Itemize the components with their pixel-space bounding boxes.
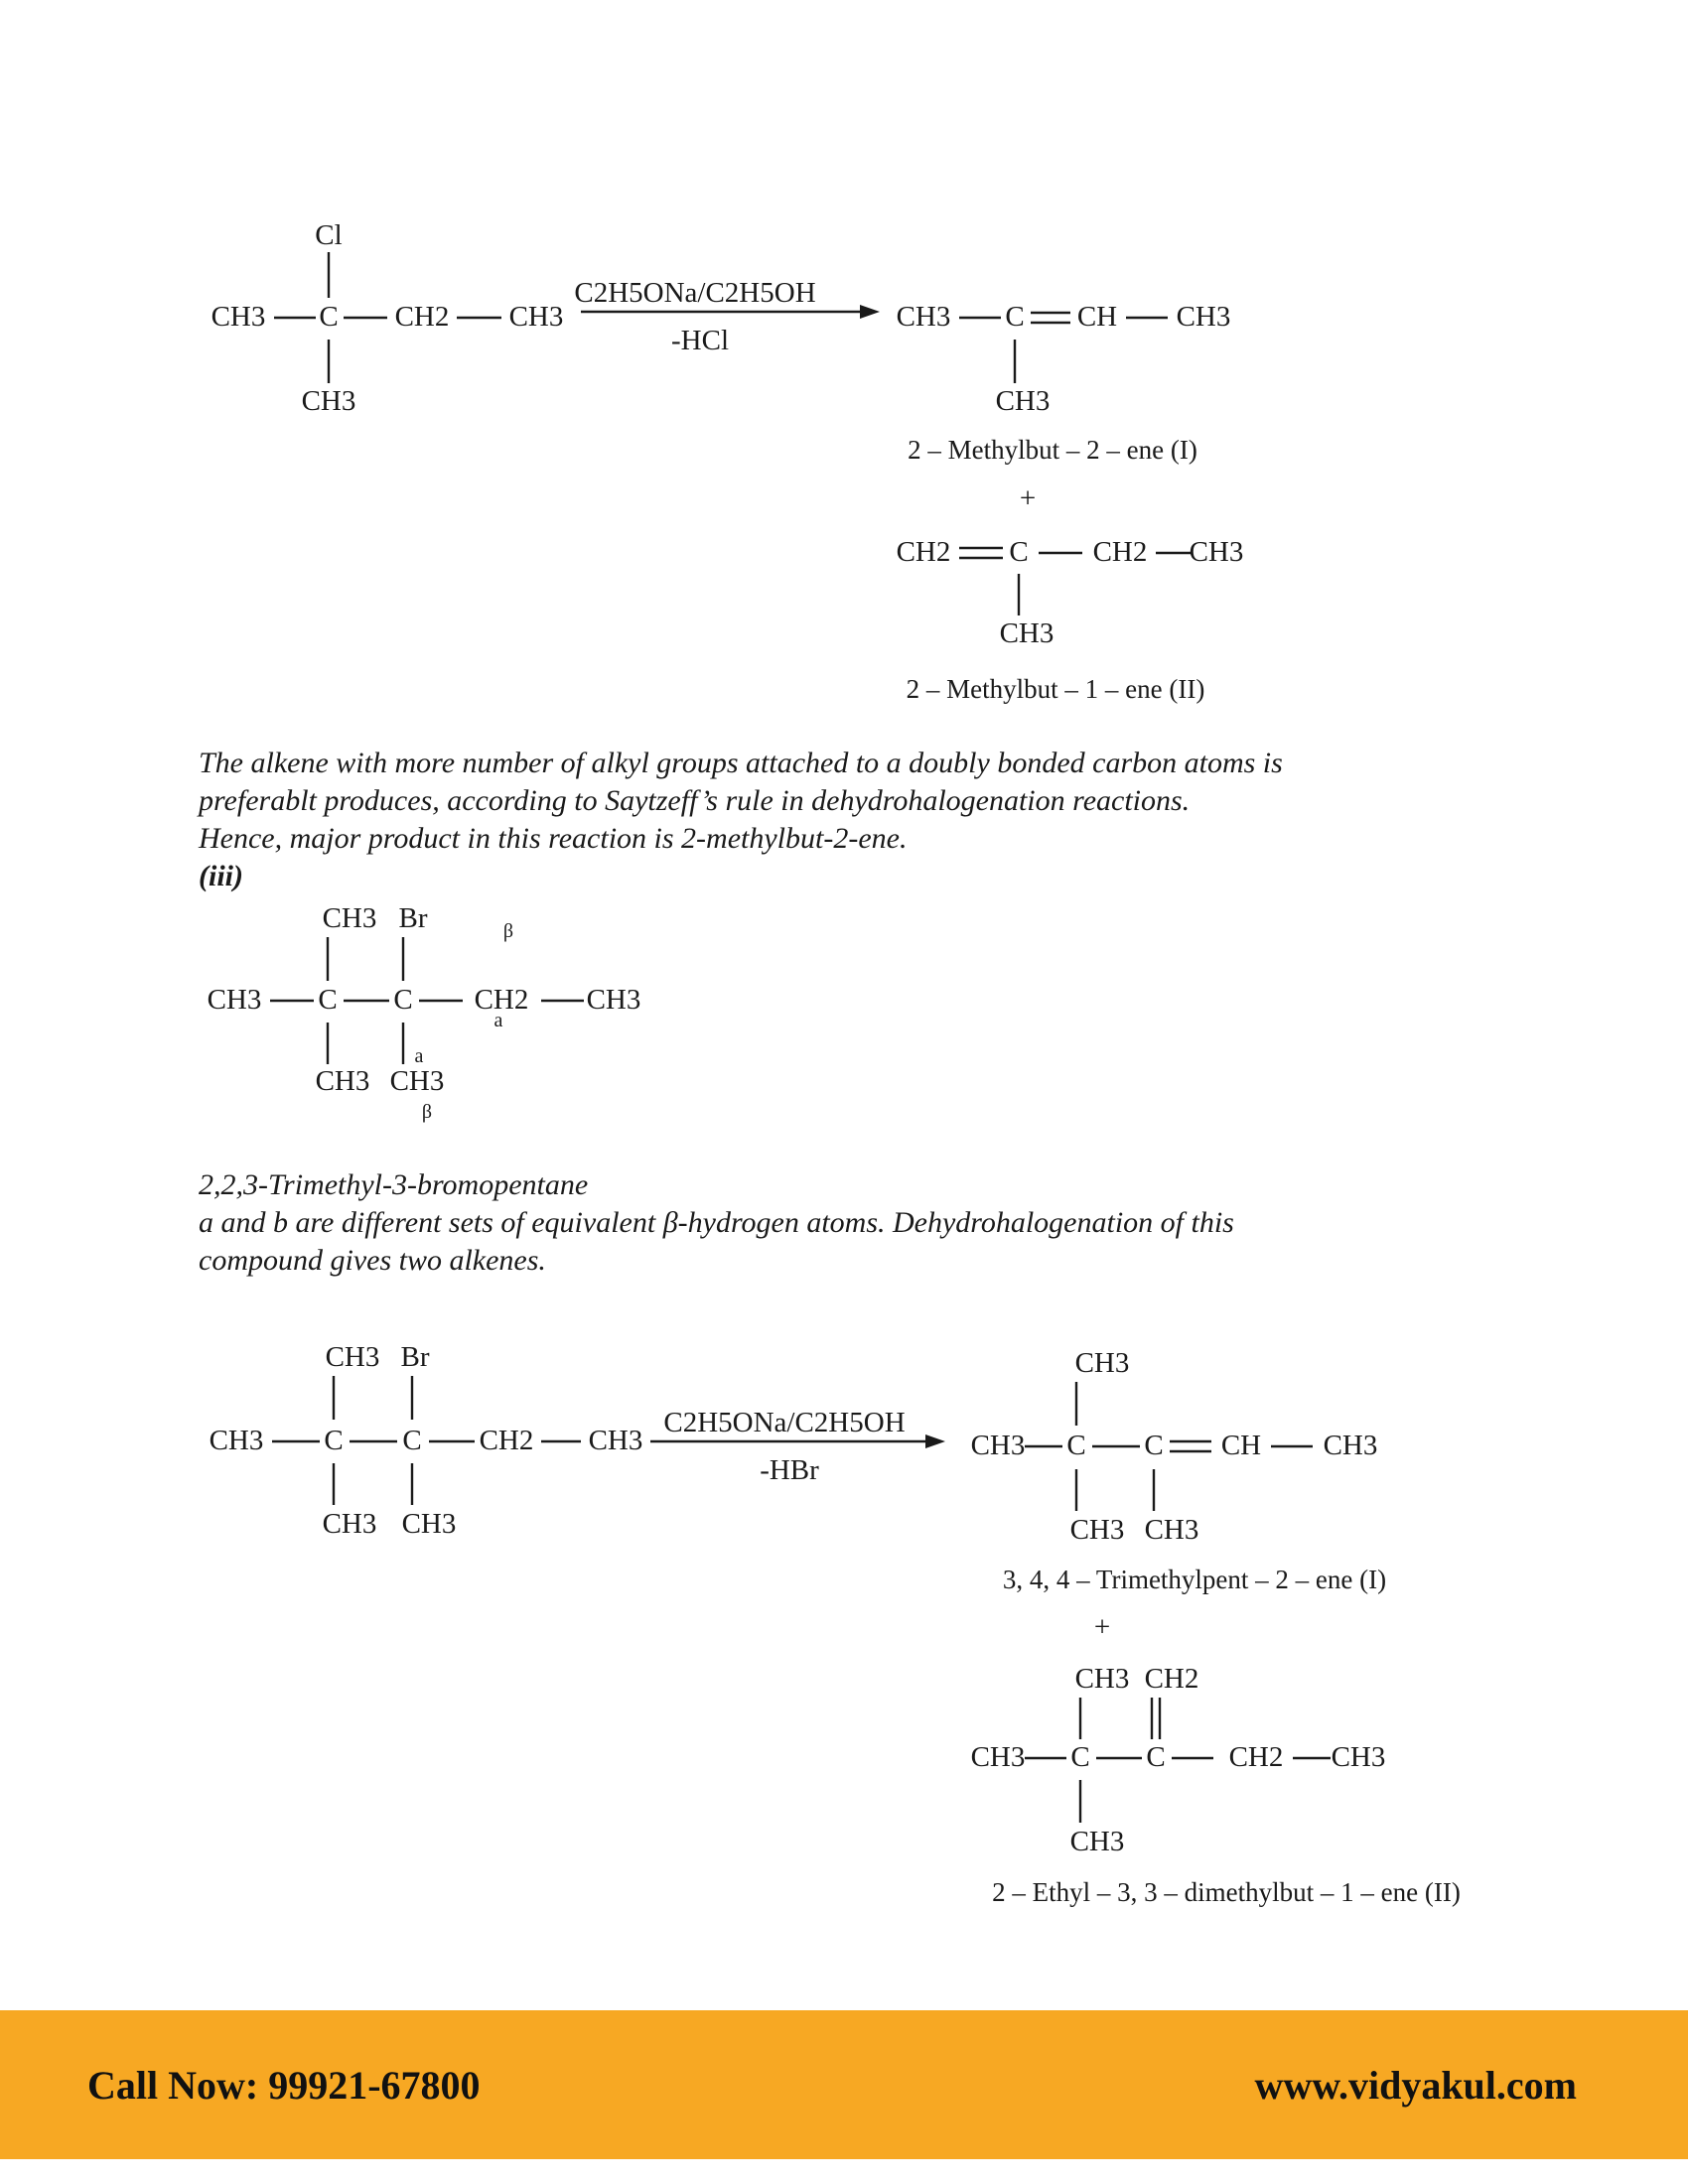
- r2-bottom-ch3-2: CH3: [401, 1508, 457, 1540]
- r2-right-ch3: CH3: [588, 1425, 643, 1456]
- reaction1-product2: [897, 536, 1244, 704]
- q2-c1: C: [1070, 1741, 1090, 1773]
- c3-bottom-ch3-1: CH3: [315, 1065, 370, 1097]
- website-link[interactable]: www.vidyakul.com: [1254, 2063, 1577, 2108]
- explanation-line-2: preferablt produces, according to Saytzeff’s rule in dehydrohalogenation reactions.: [199, 784, 1191, 817]
- p2-name: 2 – Methylbut – 1 – ene (II): [906, 674, 1205, 704]
- q2-c2: C: [1146, 1741, 1166, 1773]
- c3-a-label-2: a: [414, 1045, 424, 1067]
- plus-sign-1: +: [1019, 482, 1037, 514]
- q2-ch2: CH2: [1228, 1741, 1284, 1773]
- r2-left-ch3: CH3: [209, 1425, 264, 1456]
- r2-bottom-ch3-1: CH3: [322, 1508, 377, 1540]
- compound-name: 2,2,3-Trimethyl-3-bromopentane: [199, 1168, 589, 1201]
- c3-left-ch3: CH3: [207, 984, 262, 1016]
- c3-bottom-ch3-2: CH3: [389, 1065, 445, 1097]
- r1-ch2: CH2: [394, 301, 450, 333]
- reaction2-reactant: [210, 1341, 643, 1540]
- r1-bottom-ch3: CH3: [301, 385, 356, 417]
- c3-a-label: a: [493, 1010, 503, 1031]
- q2-bottom-ch3: CH3: [1069, 1826, 1125, 1857]
- p2-right-ch3: CH3: [1189, 536, 1244, 568]
- q2-right-ch3: CH3: [1331, 1741, 1386, 1773]
- r2-byproduct: -HBr: [760, 1454, 819, 1486]
- p2-bottom-ch3: CH3: [999, 617, 1055, 649]
- p1-name: 2 – Methylbut – 2 – ene (I): [908, 435, 1197, 465]
- reaction1-product1: [897, 301, 1231, 465]
- c3-right-ch3: CH3: [586, 984, 641, 1016]
- c3-beta-top: β: [502, 920, 514, 942]
- q1-bottom-ch3-2: CH3: [1144, 1514, 1199, 1546]
- r1-left-ch3: CH3: [211, 301, 266, 333]
- r1-cl: Cl: [315, 219, 343, 251]
- r2-reagent: C2H5ONa/C2H5OH: [663, 1407, 906, 1438]
- p2-ch2: CH2: [896, 536, 951, 568]
- r2-top-br: Br: [400, 1341, 430, 1373]
- q1-c1: C: [1066, 1430, 1086, 1461]
- q1-bottom-ch3-1: CH3: [1069, 1514, 1125, 1546]
- r2-ch2: CH2: [479, 1425, 534, 1456]
- q1-ch: CH: [1220, 1430, 1262, 1461]
- p1-ch: CH: [1076, 301, 1118, 333]
- c3-beta-bottom: β: [421, 1101, 433, 1123]
- q1-c2: C: [1144, 1430, 1164, 1461]
- q1-name: 3, 4, 4 – Trimethylpent – 2 – ene (I): [1002, 1565, 1387, 1594]
- part-label-iii: (iii): [199, 860, 243, 892]
- explanation-line-3: Hence, major product in this reaction is 2-methylbut-2-ene.: [199, 822, 908, 855]
- r2-c2: C: [402, 1425, 422, 1456]
- q2-top-ch2: CH2: [1144, 1663, 1199, 1695]
- q2-top-ch3: CH3: [1074, 1663, 1130, 1695]
- p2-c: C: [1009, 536, 1029, 568]
- r2-top-ch3: CH3: [325, 1341, 380, 1373]
- call-now-text[interactable]: Call Now: 99921-67800: [87, 2063, 481, 2108]
- r1-byproduct: -HCl: [671, 325, 729, 356]
- c3-ch2: CH2: [474, 984, 529, 1016]
- p1-ch3: CH3: [896, 301, 951, 333]
- footer-bar: [0, 2010, 1688, 2159]
- explanation-paragraph-1: [199, 745, 1283, 895]
- p2-mid-ch2: CH2: [1092, 536, 1148, 568]
- c3-c1: C: [318, 984, 338, 1016]
- r1-reagent: C2H5ONa/C2H5OH: [574, 277, 816, 309]
- c3-top-br: Br: [398, 902, 428, 934]
- r2-c1: C: [324, 1425, 344, 1456]
- q2-left-ch3: CH3: [970, 1741, 1026, 1773]
- explanation-line-5: compound gives two alkenes.: [199, 1244, 546, 1277]
- r1-central-c: C: [319, 301, 339, 333]
- reaction1-reactant: [211, 219, 564, 417]
- q1-top-ch3: CH3: [1074, 1347, 1130, 1379]
- r1-right-ch3: CH3: [508, 301, 564, 333]
- q1-right-ch3: CH3: [1323, 1430, 1378, 1461]
- reaction2-product2: [971, 1663, 1461, 1907]
- q2-name: 2 – Ethyl – 3, 3 – dimethylbut – 1 – ene (II): [992, 1877, 1461, 1907]
- reaction1-arrow: [574, 277, 880, 356]
- explanation-line-4: a and b are different sets of equivalent β-hydrogen atoms. Dehydrohalogenation of this: [199, 1206, 1234, 1239]
- c3-top-ch3: CH3: [322, 902, 377, 934]
- explanation-line-1: The alkene with more number of alkyl groups attached to a doubly bonded carbon atoms is: [199, 747, 1283, 779]
- explanation-paragraph-2: [199, 1166, 1234, 1280]
- c3-c2: C: [393, 984, 413, 1016]
- compound-iii: [208, 902, 641, 1123]
- p1-right-ch3: CH3: [1176, 301, 1231, 333]
- plus-sign-2: +: [1093, 1611, 1111, 1643]
- reaction2-arrow: [650, 1407, 945, 1486]
- q1-left-ch3: CH3: [970, 1430, 1026, 1461]
- reaction2-product1: [971, 1347, 1387, 1594]
- p1-c: C: [1005, 301, 1025, 333]
- p1-bottom-ch3: CH3: [995, 385, 1051, 417]
